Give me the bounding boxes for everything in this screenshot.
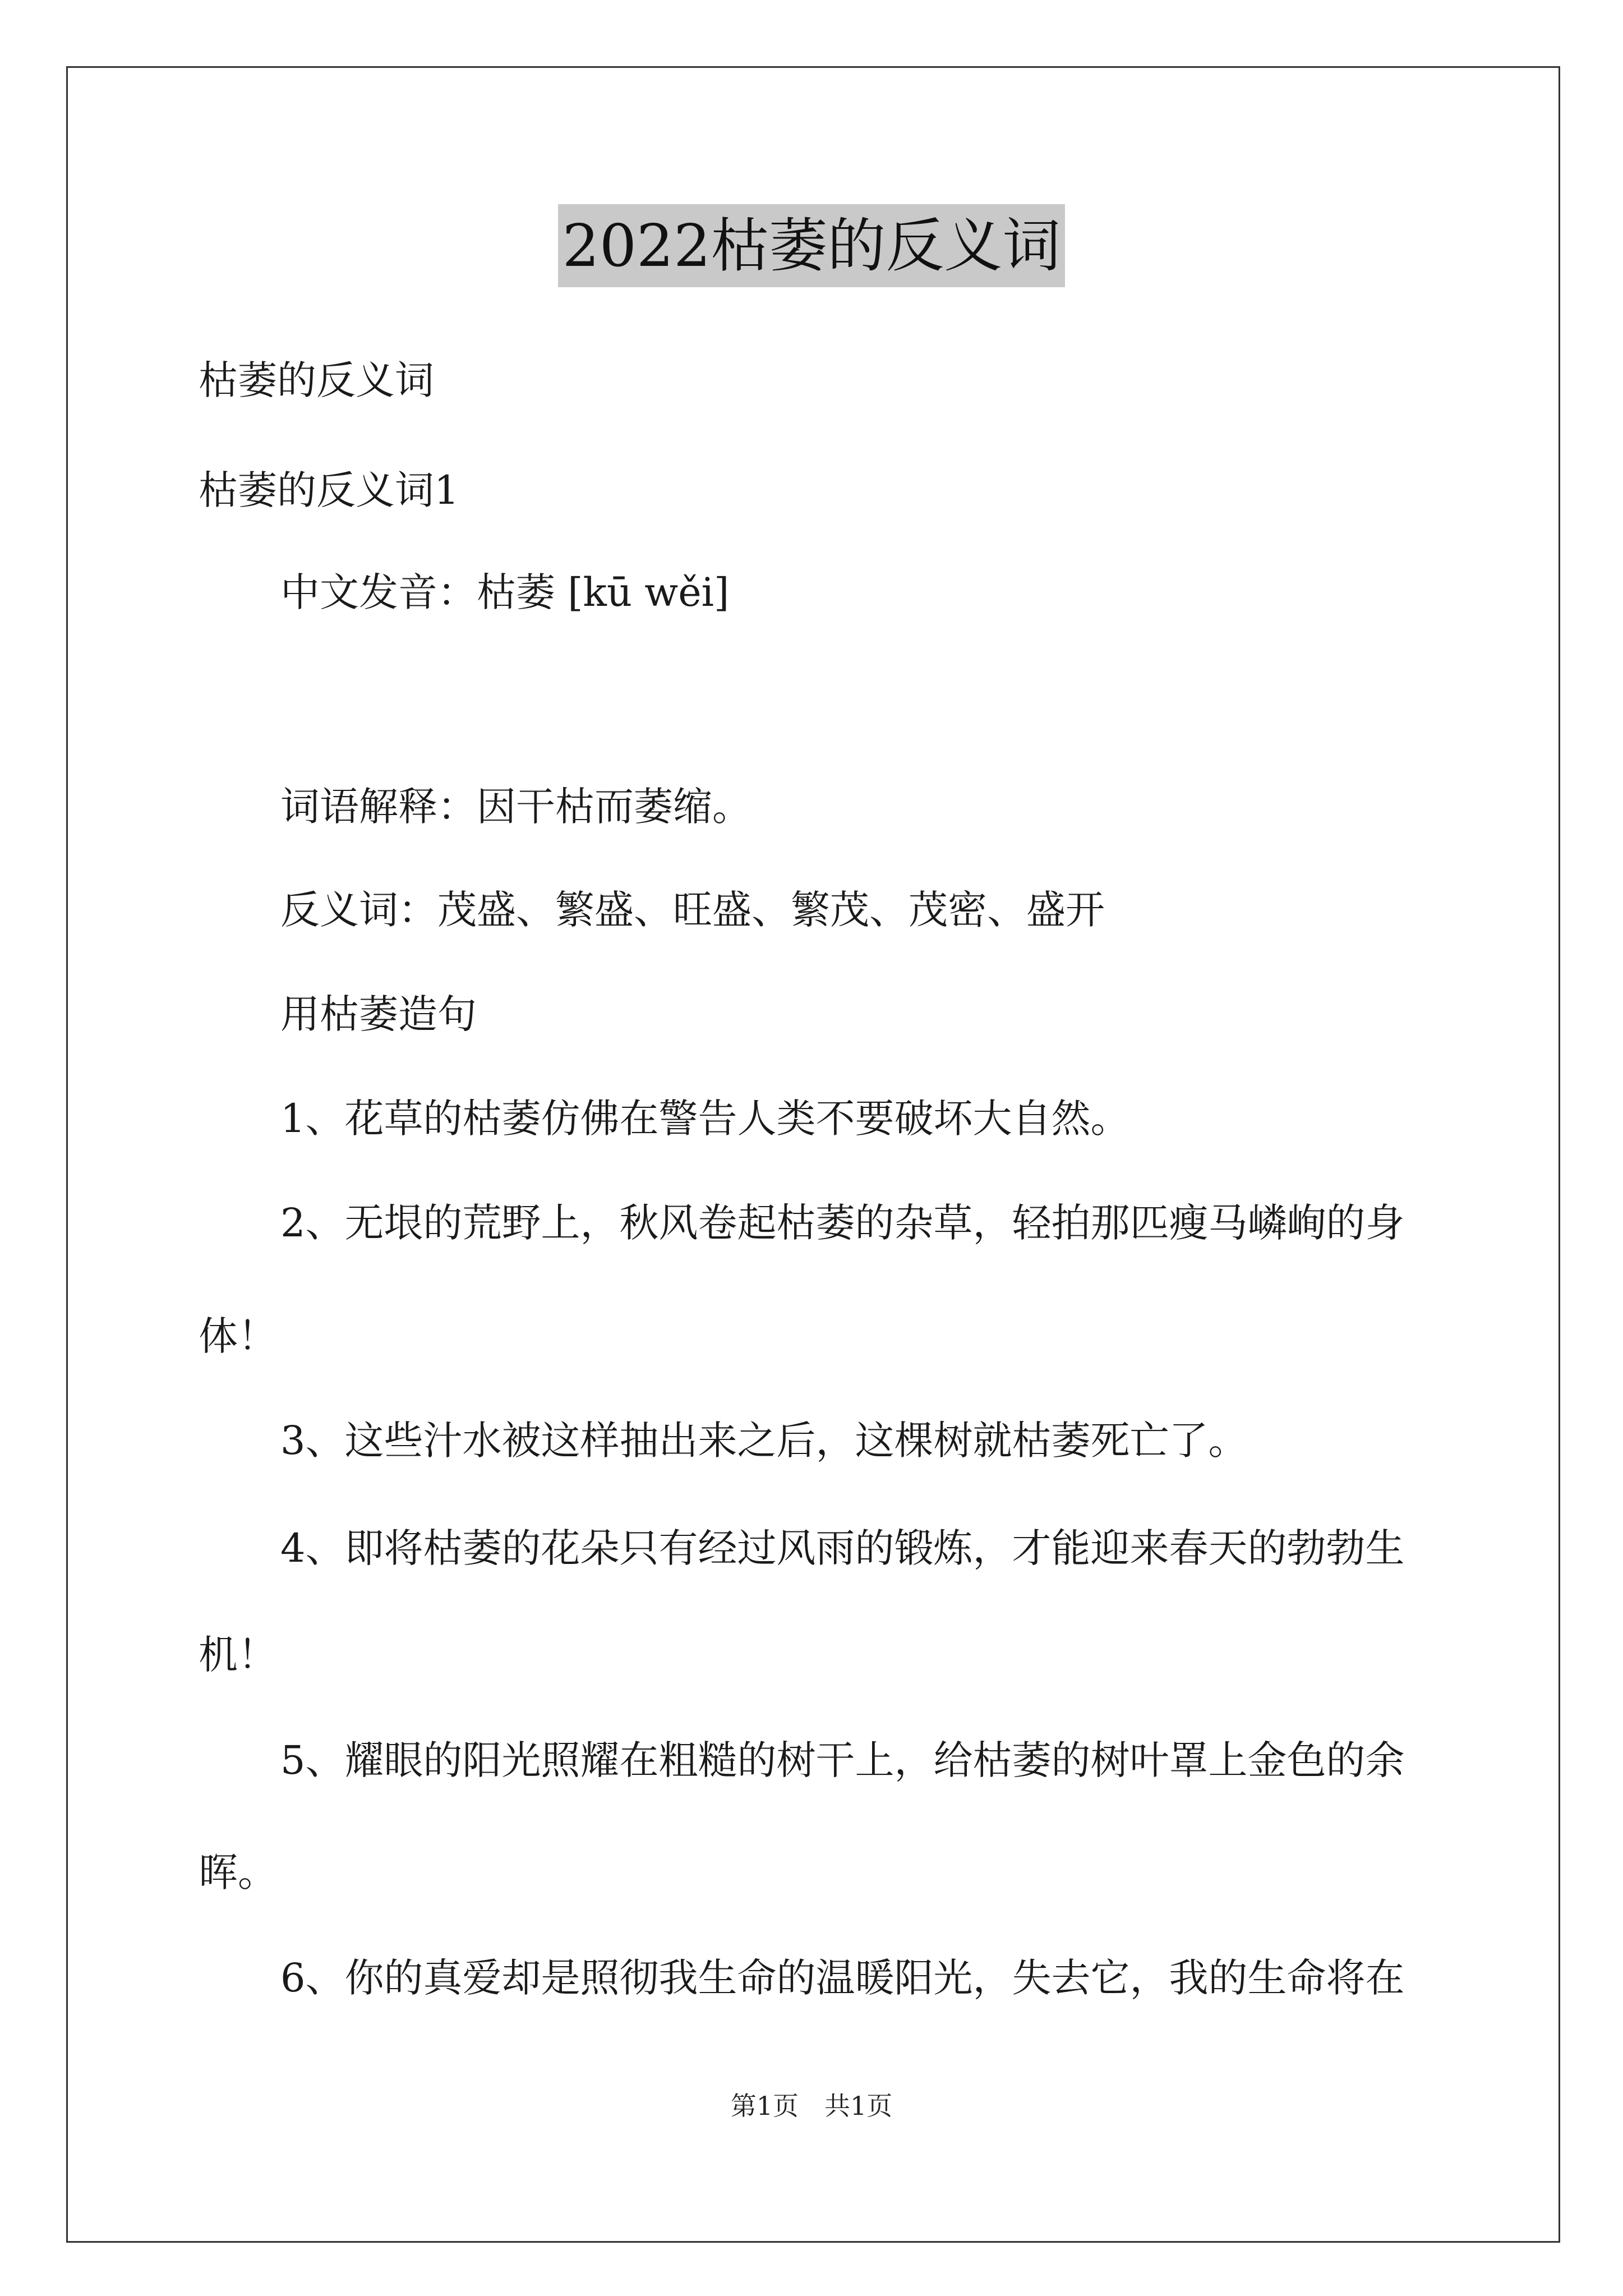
example-sentence-6: 6、你的真爱却是照彻我生命的温暖阳光，失去它，我的生命将在 <box>280 1955 1405 2001</box>
example-sentence-3: 3、这些汁水被这样抽出来之后，这棵树就枯萎死亡了。 <box>280 1418 1248 1464</box>
antonyms-line: 反义词：茂盛、繁盛、旺盛、繁茂、茂密、盛开 <box>280 887 1105 933</box>
example-sentence-1: 1、花草的枯萎仿佛在警告人类不要破坏大自然。 <box>280 1096 1130 1142</box>
example-sentence-2: 2、无垠的荒野上，秋风卷起枯萎的杂草，轻拍那匹瘦马嶙峋的身 <box>280 1200 1405 1246</box>
definition-line: 词语解释：因干枯而萎缩。 <box>280 784 751 830</box>
example-sentence-4: 4、即将枯萎的花朵只有经过风雨的锻炼，才能迎来春天的勃勃生 <box>280 1525 1405 1571</box>
example-sentence-4-continued: 机！ <box>199 1632 277 1678</box>
subtitle-line: 枯萎的反义词 <box>199 357 434 403</box>
title-container <box>0 204 1623 287</box>
page-footer: 第1页 共1页 <box>730 2091 893 2121</box>
example-sentence-5-continued: 晖。 <box>199 1849 277 1895</box>
section-heading: 枯萎的反义词1 <box>199 467 459 513</box>
example-sentence-5: 5、耀眼的阳光照耀在粗糙的树干上，给枯萎的树叶罩上金色的余 <box>280 1737 1405 1783</box>
example-sentence-2-continued: 体！ <box>199 1313 277 1359</box>
pronunciation-line: 中文发音：枯萎 [kū wěi] <box>280 569 730 615</box>
document-title: 2022枯萎的反义词 <box>558 204 1066 287</box>
examples-heading: 用枯萎造句 <box>280 991 477 1037</box>
